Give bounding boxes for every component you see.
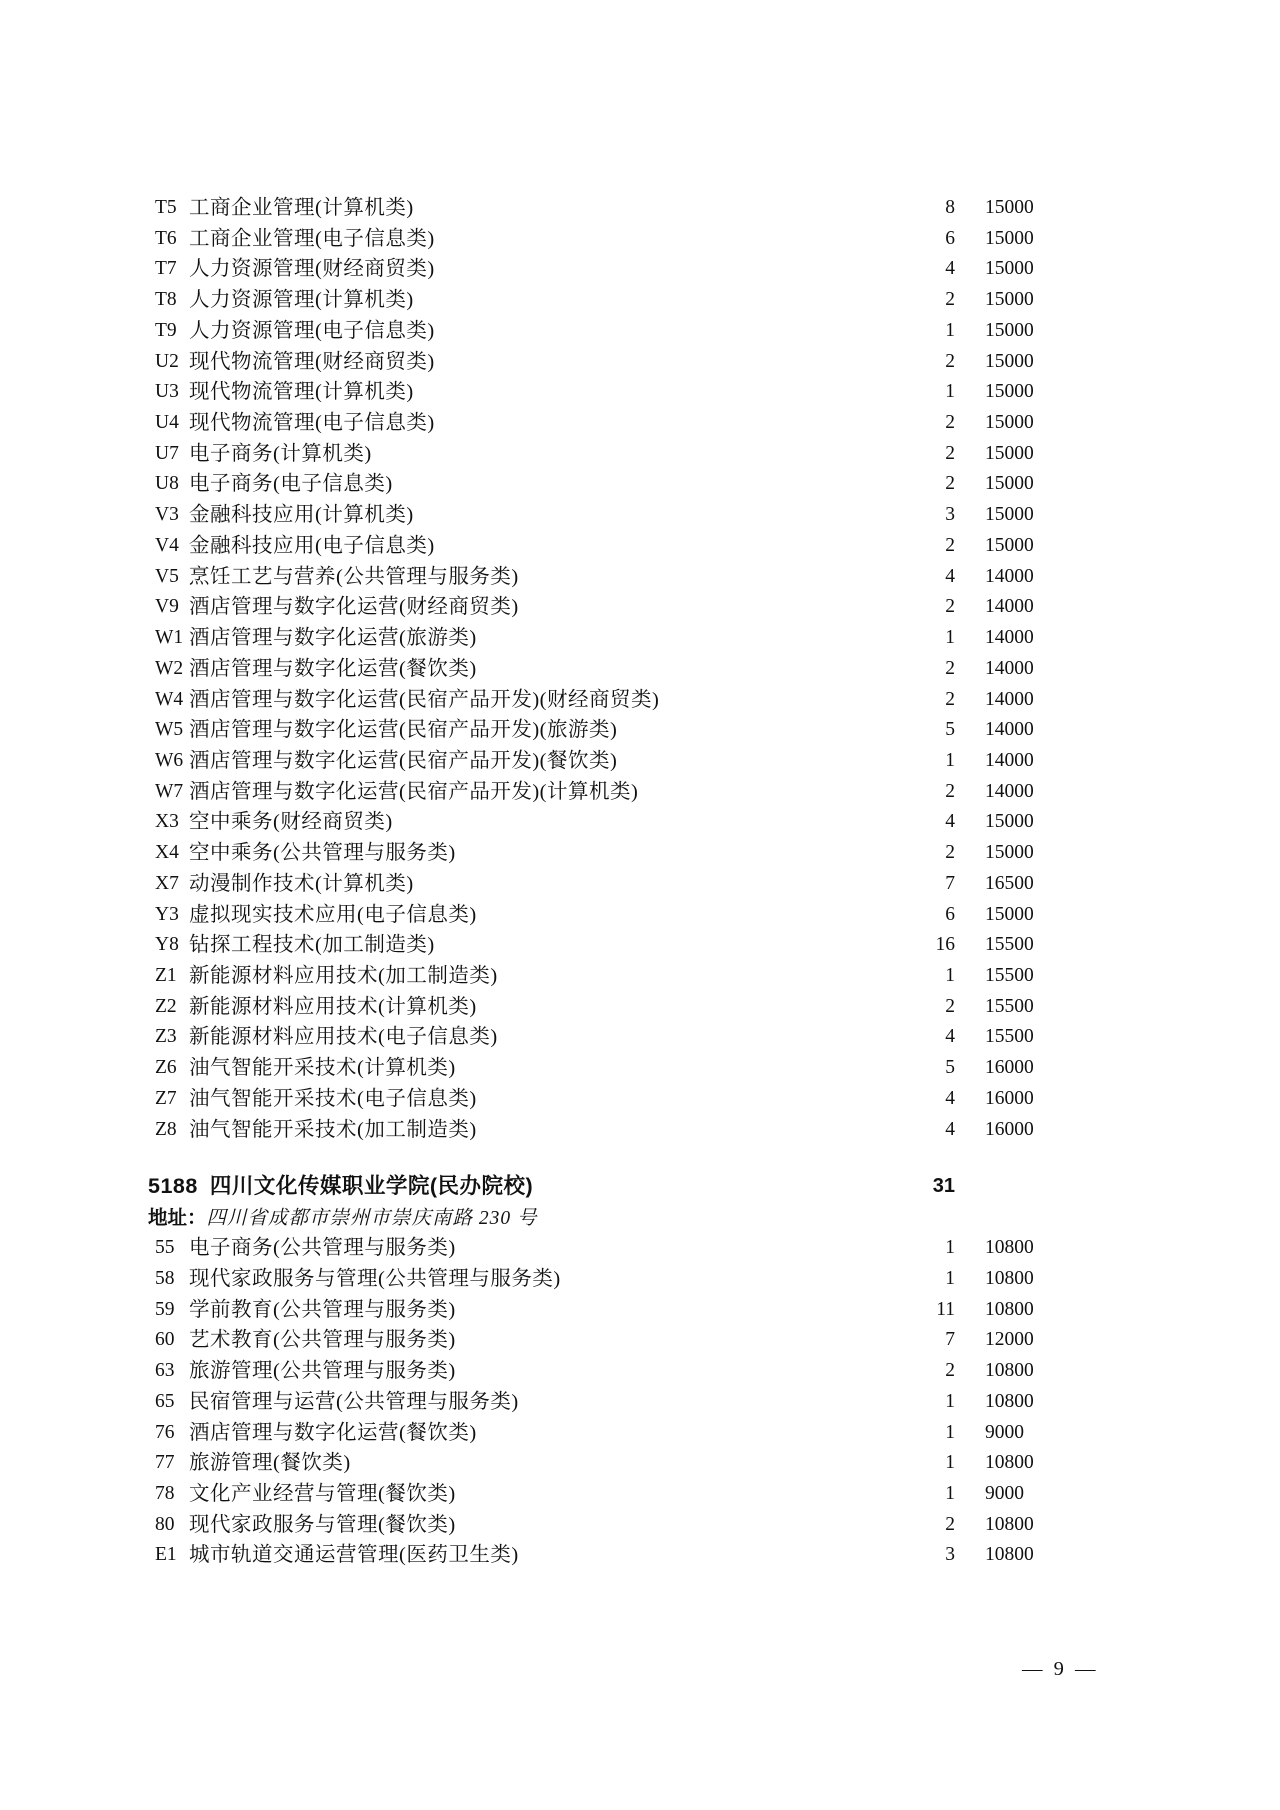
row-major-code: Y8 [155,934,179,956]
table-row [0,500,1280,531]
table-row [0,377,1280,408]
row-tuition-fee: 10800 [985,1268,1034,1289]
column-gap [955,900,985,931]
row-plan-count: 1 [945,319,955,341]
table-row [0,531,1280,562]
row-major-code: 55 [155,1237,175,1259]
row-tuition-fee: 15000 [985,842,1034,864]
row-tuition-fee: 14000 [985,719,1034,741]
row-major-code: W6 [155,749,184,771]
row-tuition-fee: 9000 [985,1421,1024,1443]
row-major-code: E1 [155,1544,177,1566]
row-major-name: 旅游管理(公共管理与服务类) [189,1360,456,1383]
row-major-code: U7 [155,442,179,464]
table-row [0,408,1280,439]
column-gap [955,746,985,777]
row-major-name: 电子商务(公共管理与服务类) [189,1237,456,1260]
column-gap [955,1418,985,1449]
table-row [0,992,1280,1023]
row-major-code: U8 [155,473,179,495]
column-gap [955,1115,985,1146]
row-plan-count: 2 [945,534,955,556]
row-plan-count: 4 [945,258,955,280]
row-major-name: 油气智能开采技术(计算机类) [189,1057,456,1080]
table-row [0,1084,1280,1115]
table-row [0,1233,1280,1264]
row-major-code: Z6 [155,1057,177,1079]
row-tuition-fee: 14000 [985,780,1034,802]
row-major-code: 63 [155,1360,175,1382]
table-row [0,1295,1280,1326]
column-gap [955,1264,985,1295]
row-tuition-fee: 15000 [985,442,1034,464]
row-tuition-fee: 15500 [985,934,1034,956]
row-major-name: 酒店管理与数字化运营(餐饮类) [189,1421,477,1444]
table-row [0,1479,1280,1510]
row-major-code: U4 [155,412,179,434]
row-plan-count: 2 [945,995,955,1017]
row-plan-count: 2 [945,473,955,495]
row-major-name: 新能源材料应用技术(计算机类) [189,995,477,1018]
row-tuition-fee: 16000 [985,1087,1034,1109]
row-major-code: Z7 [155,1087,177,1109]
column-gap [955,654,985,685]
row-tuition-fee: 16000 [985,1057,1034,1079]
table-row [0,807,1280,838]
row-major-name: 艺术教育(公共管理与服务类) [189,1329,456,1352]
row-major-code: V5 [155,565,179,587]
row-tuition-fee: 15500 [985,1026,1034,1048]
row-plan-count: 1 [945,1268,955,1289]
row-plan-count: 6 [945,903,955,925]
table-row [0,746,1280,777]
row-plan-count: 1 [945,1452,955,1474]
row-plan-count: 2 [945,442,955,464]
row-major-code: 77 [155,1452,175,1474]
row-plan-count: 2 [945,289,955,311]
column-gap [955,439,985,470]
row-major-name: 现代物流管理(计算机类) [189,381,414,404]
table-row [0,1115,1280,1146]
row-plan-count: 1 [945,381,955,403]
column-gap [955,224,985,255]
row-major-name: 民宿管理与运营(公共管理与服务类) [189,1390,519,1413]
table-row [0,1325,1280,1356]
address-label: 地址： [148,1207,207,1230]
table-row [0,715,1280,746]
column-gap [955,531,985,562]
row-plan-count: 7 [945,872,955,894]
column-gap [955,1448,985,1479]
row-major-name: 现代物流管理(财经商贸类) [189,350,435,373]
row-major-code: X7 [155,872,179,894]
row-plan-count: 1 [945,627,955,649]
column-gap [955,1387,985,1418]
table-row [0,1510,1280,1541]
row-major-code: U2 [155,350,179,372]
row-major-name: 电子商务(电子信息类) [189,473,393,496]
row-major-code: W1 [155,627,184,649]
table-row [0,1448,1280,1479]
row-major-code: Z8 [155,1118,177,1140]
row-major-name: 酒店管理与数字化运营(民宿产品开发)(餐饮类) [189,749,618,772]
row-major-name: 工商企业管理(计算机类) [189,197,414,219]
row-tuition-fee: 10800 [985,1544,1034,1566]
school-total-count: 31 [932,1175,955,1198]
row-plan-count: 11 [936,1298,955,1320]
table-row [0,623,1280,654]
school-title [148,1169,875,1203]
row-major-name: 电子商务(计算机类) [189,442,372,465]
row-tuition-fee: 15000 [985,350,1034,372]
table-row [0,961,1280,992]
row-major-code: T5 [155,197,177,218]
row-plan-count: 3 [945,1544,955,1566]
column-gap [955,1540,985,1571]
column-gap [955,1325,985,1356]
row-major-name: 动漫制作技术(计算机类) [189,872,414,895]
row-tuition-fee: 15500 [985,995,1034,1017]
row-major-name: 酒店管理与数字化运营(旅游类) [189,627,477,650]
table-row [0,1356,1280,1387]
row-plan-count: 2 [945,688,955,710]
row-major-code: 59 [155,1298,175,1320]
row-major-code: V9 [155,596,179,618]
row-plan-count: 7 [945,1329,955,1351]
row-major-name: 空中乘务(财经商贸类) [189,811,393,834]
row-tuition-fee: 16500 [985,872,1034,894]
row-tuition-fee: 10800 [985,1298,1034,1320]
row-major-name: 人力资源管理(财经商贸类) [189,258,435,281]
row-plan-count: 8 [945,197,955,218]
table-row [0,869,1280,900]
row-plan-count: 2 [945,780,955,802]
table-row [0,347,1280,378]
row-major-name: 油气智能开采技术(电子信息类) [189,1087,477,1110]
row-plan-count: 1 [945,1390,955,1412]
table-row [0,1540,1280,1571]
row-major-name: 现代家政服务与管理(餐饮类) [189,1513,456,1536]
row-major-code: 58 [155,1268,175,1289]
row-plan-count: 2 [945,412,955,434]
row-major-name: 酒店管理与数字化运营(餐饮类) [189,657,477,680]
row-plan-count: 6 [945,227,955,249]
row-major-code: X4 [155,842,179,864]
row-major-code: T9 [155,319,177,341]
row-tuition-fee: 15000 [985,227,1034,249]
column-gap [955,562,985,593]
column-gap [955,500,985,531]
table-row [0,685,1280,716]
row-plan-count: 1 [945,964,955,986]
row-major-code: T6 [155,227,177,249]
row-plan-count: 16 [935,934,955,956]
row-major-name: 人力资源管理(电子信息类) [189,319,435,342]
row-major-name: 酒店管理与数字化运营(民宿产品开发)(旅游类) [189,719,618,742]
column-gap [955,930,985,961]
school-name: 四川文化传媒职业学院(民办院校) [209,1174,534,1199]
row-major-code: 76 [155,1421,175,1443]
row-plan-count: 4 [945,1026,955,1048]
table-row [0,1264,1280,1295]
table-row [0,592,1280,623]
row-major-code: 60 [155,1329,175,1351]
table-row [0,193,1280,224]
row-major-code: W5 [155,719,184,741]
column-gap [955,838,985,869]
column-gap [955,715,985,746]
row-tuition-fee: 15000 [985,903,1034,925]
column-gap [955,1022,985,1053]
column-gap [955,869,985,900]
row-major-name: 虚拟现实技术应用(电子信息类) [189,903,477,926]
continued-major-list [0,193,1280,1145]
column-gap [955,623,985,654]
row-tuition-fee: 10800 [985,1390,1034,1412]
column-gap [955,1510,985,1541]
page-number: — 9 — [1022,1658,1099,1680]
row-plan-count: 4 [945,1087,955,1109]
column-gap [955,1053,985,1084]
row-major-name: 空中乘务(公共管理与服务类) [189,842,456,865]
row-major-name: 新能源材料应用技术(电子信息类) [189,1026,498,1049]
row-major-name: 油气智能开采技术(加工制造类) [189,1118,477,1141]
row-major-code: W2 [155,657,184,679]
school-code: 5188 [148,1174,198,1199]
table-row [0,469,1280,500]
row-major-name: 烹饪工艺与营养(公共管理与服务类) [189,565,519,588]
row-plan-count: 4 [945,1118,955,1140]
school-section [0,1169,1280,1571]
row-tuition-fee: 15000 [985,473,1034,495]
row-major-code: 80 [155,1513,175,1535]
table-row [0,930,1280,961]
table-row [0,439,1280,470]
row-plan-count: 1 [945,1483,955,1505]
column-gap [955,1084,985,1115]
row-major-name: 钻探工程技术(加工制造类) [189,934,435,957]
row-plan-count: 2 [945,1360,955,1382]
row-tuition-fee: 16000 [985,1118,1034,1140]
row-tuition-fee: 15000 [985,412,1034,434]
address-text: 四川省成都市崇州市崇庆南路 230 号 [206,1208,538,1230]
row-major-code: V3 [155,504,179,526]
row-tuition-fee: 14000 [985,688,1034,710]
column-gap [955,992,985,1023]
row-major-name: 金融科技应用(计算机类) [189,504,414,527]
table-row [0,562,1280,593]
row-tuition-fee: 15500 [985,964,1034,986]
row-major-name: 现代家政服务与管理(公共管理与服务类) [189,1268,561,1290]
row-major-name: 工商企业管理(电子信息类) [189,227,435,250]
table-row [0,285,1280,316]
row-major-code: Y3 [155,903,179,925]
row-major-code: T8 [155,289,177,311]
row-major-code: 65 [155,1390,175,1412]
column-gap [955,347,985,378]
row-major-name: 城市轨道交通运营管理(医药卫生类) [189,1544,519,1567]
row-major-name: 人力资源管理(计算机类) [189,289,414,312]
row-plan-count: 1 [945,1237,955,1259]
row-major-code: Z1 [155,964,177,986]
table-row [0,838,1280,869]
row-tuition-fee: 15000 [985,811,1034,833]
row-major-name: 酒店管理与数字化运营(民宿产品开发)(计算机类) [189,780,639,803]
row-major-code: 78 [155,1483,175,1505]
school-header [0,1169,1280,1203]
row-major-name: 酒店管理与数字化运营(财经商贸类) [189,596,519,619]
row-plan-count: 1 [945,1421,955,1443]
column-gap [955,777,985,808]
table-row [0,900,1280,931]
row-major-code: T7 [155,258,177,280]
row-tuition-fee: 15000 [985,319,1034,341]
table-row [0,1053,1280,1084]
row-tuition-fee: 10800 [985,1237,1034,1259]
row-tuition-fee: 15000 [985,534,1034,556]
column-gap [955,377,985,408]
row-plan-count: 2 [945,657,955,679]
row-plan-count: 3 [945,504,955,526]
row-tuition-fee: 15000 [985,289,1034,311]
column-gap [955,285,985,316]
row-plan-count: 4 [945,811,955,833]
table-row [0,1022,1280,1053]
row-tuition-fee: 15000 [985,197,1034,218]
row-major-code: V4 [155,534,179,556]
row-tuition-fee: 14000 [985,596,1034,618]
table-row [0,254,1280,285]
row-major-code: Z2 [155,995,177,1017]
column-gap [955,961,985,992]
column-gap [955,685,985,716]
row-plan-count: 2 [945,842,955,864]
row-tuition-fee: 10800 [985,1452,1034,1474]
table-row [0,1418,1280,1449]
table-row [0,777,1280,808]
row-tuition-fee: 12000 [985,1329,1034,1351]
row-major-code: X3 [155,811,179,833]
row-tuition-fee: 15000 [985,504,1034,526]
column-gap [955,1479,985,1510]
column-gap [955,408,985,439]
table-row [0,654,1280,685]
row-tuition-fee: 10800 [985,1513,1034,1535]
row-major-name: 新能源材料应用技术(加工制造类) [189,964,498,987]
row-tuition-fee: 10800 [985,1360,1034,1382]
table-row [0,224,1280,255]
row-tuition-fee: 14000 [985,565,1034,587]
row-major-name: 文化产业经营与管理(餐饮类) [189,1483,456,1506]
column-gap [955,1233,985,1264]
row-tuition-fee: 14000 [985,627,1034,649]
row-major-code: W4 [155,688,184,710]
row-plan-count: 1 [945,749,955,771]
row-plan-count: 4 [945,565,955,587]
column-gap [955,1295,985,1326]
table-row [0,1387,1280,1418]
row-major-name: 酒店管理与数字化运营(民宿产品开发)(财经商贸类) [189,688,660,711]
school-major-list [0,1233,1280,1571]
row-tuition-fee: 14000 [985,657,1034,679]
school-address-line [0,1203,1280,1233]
row-major-code: Z3 [155,1026,177,1048]
row-plan-count: 2 [945,350,955,372]
row-tuition-fee: 14000 [985,749,1034,771]
row-major-name: 旅游管理(餐饮类) [189,1452,351,1475]
column-gap [955,316,985,347]
row-major-name: 学前教育(公共管理与服务类) [189,1298,456,1321]
row-major-code: W7 [155,780,184,802]
row-tuition-fee: 15000 [985,381,1034,403]
column-gap [955,592,985,623]
row-plan-count: 5 [945,719,955,741]
column-gap [955,1356,985,1387]
column-gap [955,254,985,285]
column-gap [955,193,985,224]
row-plan-count: 2 [945,1513,955,1535]
row-major-code: U3 [155,381,179,403]
column-gap [955,807,985,838]
column-gap [955,469,985,500]
table-row [0,316,1280,347]
row-major-name: 金融科技应用(电子信息类) [189,534,435,557]
row-tuition-fee: 9000 [985,1483,1024,1505]
row-tuition-fee: 15000 [985,258,1034,280]
row-plan-count: 5 [945,1057,955,1079]
row-plan-count: 2 [945,596,955,618]
row-major-name: 现代物流管理(电子信息类) [189,412,435,435]
